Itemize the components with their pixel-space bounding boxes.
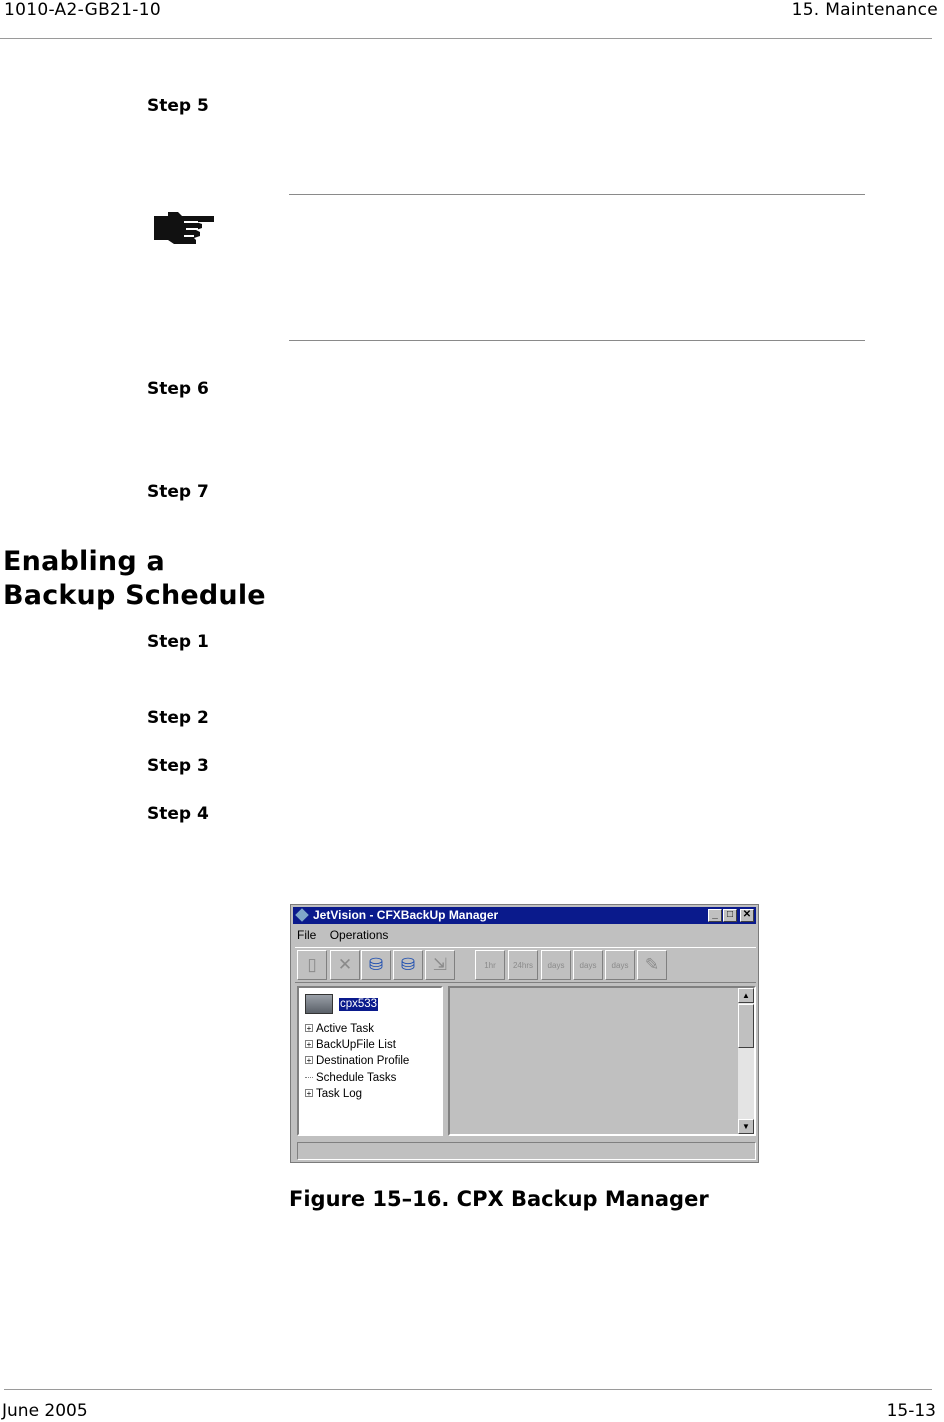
expand-icon[interactable]: + bbox=[306, 1056, 312, 1065]
tree-item[interactable]: + Destination Profile bbox=[306, 1055, 410, 1067]
scroll-down-icon[interactable]: ▼ bbox=[738, 1119, 754, 1134]
minimize-button[interactable]: _ bbox=[708, 909, 722, 922]
status-bar bbox=[297, 1142, 756, 1160]
calendar-days-icon[interactable] bbox=[573, 950, 603, 980]
tree-item[interactable]: + Task Log bbox=[306, 1088, 363, 1100]
step-label: Step 7 bbox=[147, 482, 209, 502]
section-title-line: Enabling a bbox=[3, 546, 165, 577]
menu-operations[interactable]: Operations bbox=[329, 928, 389, 942]
figure-caption: Figure 15–16. CPX Backup Manager bbox=[289, 1187, 709, 1211]
tree-item[interactable]: + BackUpFile List bbox=[306, 1039, 396, 1051]
maximize-button[interactable]: □ bbox=[723, 909, 737, 922]
vertical-scrollbar[interactable] bbox=[738, 988, 754, 1134]
expand-icon[interactable]: + bbox=[306, 1040, 312, 1049]
toolbar-label: 24hrs bbox=[512, 961, 533, 970]
expand-icon[interactable]: + bbox=[306, 1024, 312, 1033]
new-icon[interactable]: ▯ bbox=[297, 950, 327, 980]
footer-divider bbox=[4, 1389, 932, 1390]
step-label: Step 4 bbox=[147, 804, 209, 824]
close-button[interactable]: ✕ bbox=[740, 909, 754, 922]
header-divider bbox=[0, 38, 932, 39]
step-label: Step 3 bbox=[147, 756, 209, 776]
page-number: 15-13 bbox=[886, 1401, 936, 1421]
calendar-days-icon[interactable] bbox=[605, 950, 635, 980]
header-chapter: 15. Maintenance bbox=[791, 0, 938, 20]
delete-icon[interactable]: ✕ bbox=[330, 950, 360, 980]
clock-24hrs-icon[interactable] bbox=[508, 950, 538, 980]
backup-up-icon[interactable]: ⛁ bbox=[393, 950, 423, 980]
clock-1hr-icon[interactable] bbox=[475, 950, 505, 980]
pencil-icon[interactable]: ✎ bbox=[637, 950, 667, 980]
scroll-up-icon[interactable]: ▲ bbox=[738, 988, 754, 1003]
section-title-line: Backup Schedule bbox=[3, 580, 266, 611]
pointing-hand-icon bbox=[152, 206, 216, 254]
backup-down-icon[interactable]: ⛁ bbox=[361, 950, 391, 980]
export-icon[interactable]: ⇲ bbox=[425, 950, 455, 980]
toolbar bbox=[295, 947, 756, 983]
step-label: Step 5 bbox=[147, 96, 209, 116]
step-label: Step 6 bbox=[147, 379, 209, 399]
footer-date: June 2005 bbox=[2, 1401, 88, 1421]
detail-pane[interactable] bbox=[448, 986, 756, 1136]
tree-root-label[interactable]: cpx533 bbox=[340, 998, 378, 1010]
calendar-days-icon[interactable] bbox=[541, 950, 571, 980]
tree-pane[interactable] bbox=[297, 986, 443, 1136]
toolbar-label: days bbox=[611, 961, 629, 970]
backup-manager-window bbox=[290, 904, 759, 1163]
note-top-divider bbox=[289, 194, 865, 195]
header-doc-id: 1010-A2-GB21-10 bbox=[4, 0, 161, 20]
app-icon bbox=[295, 908, 309, 922]
expand-icon[interactable]: + bbox=[306, 1089, 312, 1098]
toolbar-label: 1hr bbox=[484, 961, 496, 970]
window-title: JetVision - CFXBackUp Manager bbox=[313, 908, 499, 922]
toolbar-label: days bbox=[579, 961, 597, 970]
step-label: Step 1 bbox=[147, 632, 209, 652]
menu-file[interactable]: File bbox=[297, 928, 317, 942]
note-bottom-divider bbox=[289, 340, 865, 341]
tree-item[interactable]: Schedule Tasks bbox=[305, 1071, 396, 1085]
toolbar-label: days bbox=[547, 961, 565, 970]
menu-bar bbox=[297, 928, 398, 942]
scroll-thumb[interactable] bbox=[738, 1004, 754, 1048]
window-titlebar bbox=[293, 907, 756, 924]
section-title bbox=[3, 545, 266, 613]
tree-item[interactable]: + Active Task bbox=[306, 1023, 374, 1035]
tree-connector bbox=[305, 1077, 313, 1078]
server-icon bbox=[305, 994, 333, 1014]
step-label: Step 2 bbox=[147, 708, 209, 728]
